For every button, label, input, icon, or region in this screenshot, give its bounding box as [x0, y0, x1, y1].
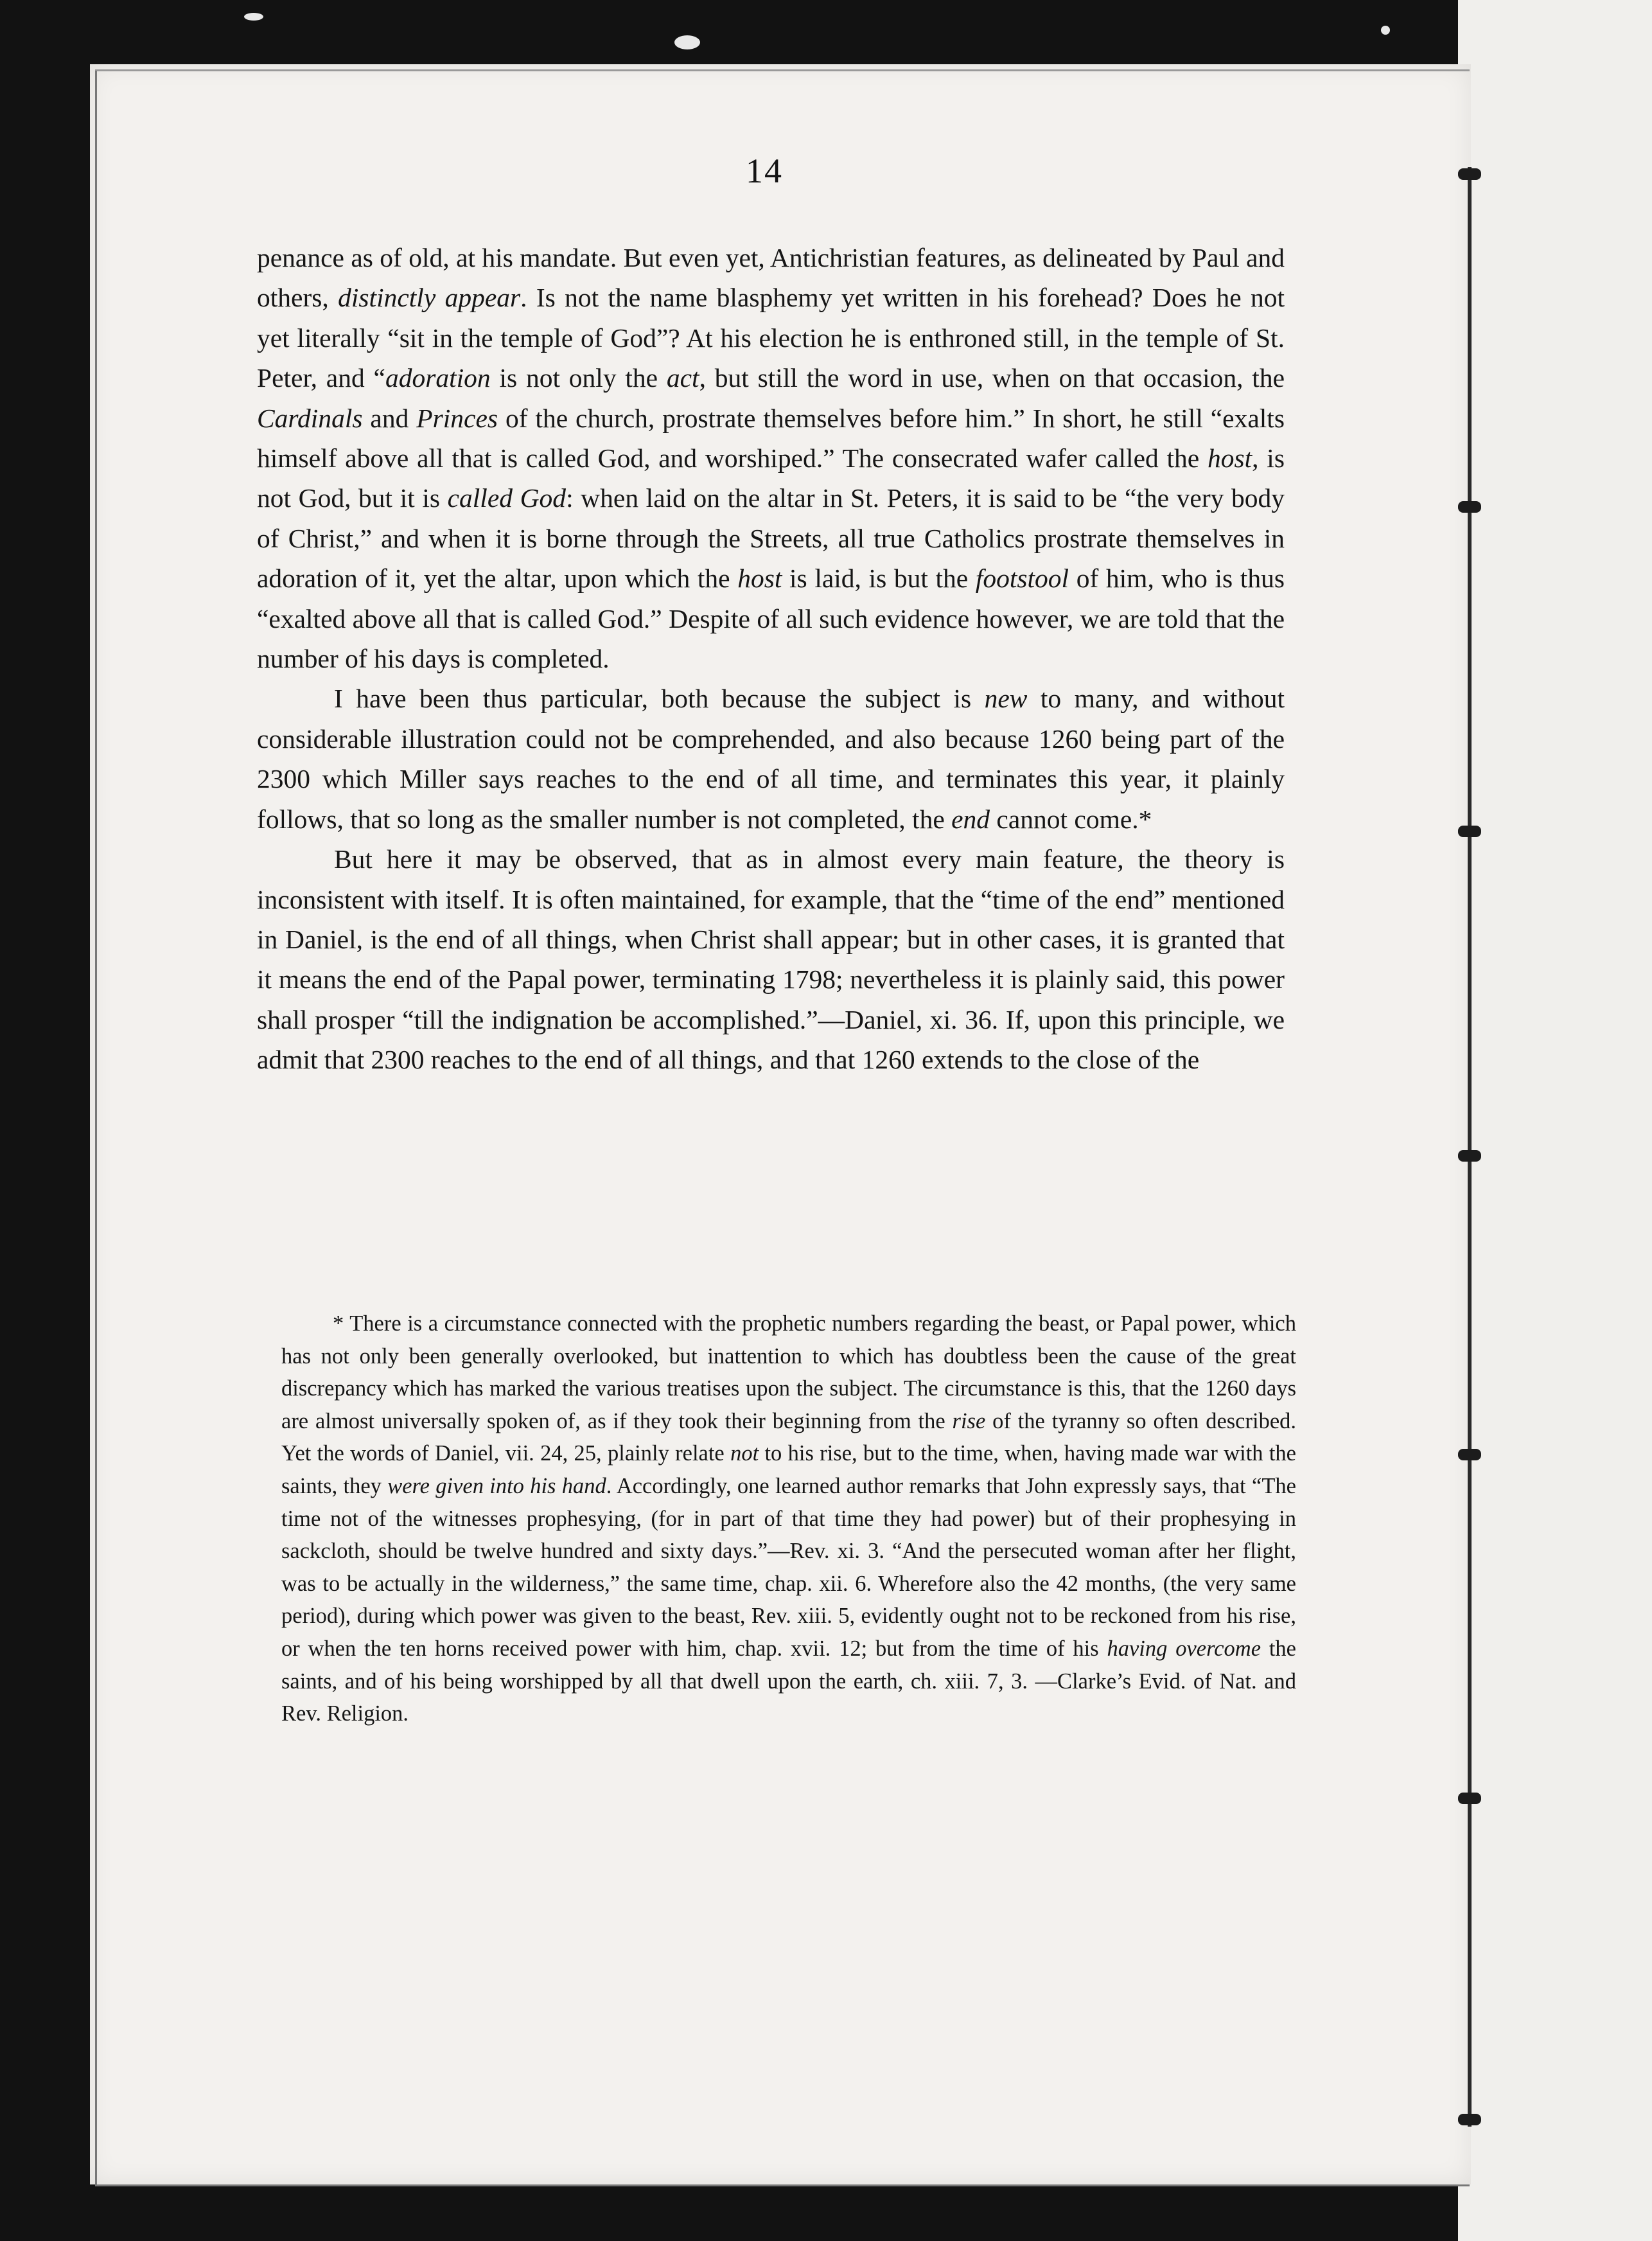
footnote — [281, 1307, 1296, 1730]
text-run: to his rise, but to the time, when, having made war with the saints, they — [281, 1441, 1296, 1498]
page-number: 14 — [746, 152, 783, 190]
italic-text: end — [951, 804, 990, 834]
italic-text: Cardinals — [257, 403, 363, 433]
text-run: . Accordingly, one learned author remarks that John expressly says, that “The time not of the witnesses prophesying, (for in part of that time they had power) but of their prophesying in sackcloth, should be twelve hundred and sixty days.”—Rev. xi. 3. “And the persecuted woman after her flight, was to be actually in the wilderness,” the same time, chap. xii. 6. Wherefore also the 42 months, (the very same period), during which power was given to the beast, Rev. xiii. 5, evidently ought not to be reckoned from his rise, or when the ten horns received power with him, chap. xvii. 12; but from the time of his — [281, 1473, 1296, 1661]
text-run: : when laid on the altar in St. Peters, it is said to be “the very body of Christ,” and when it is borne through the Streets, all true Catholics prostrate themselves in adoration of it, yet the altar, upon which the — [257, 483, 1285, 594]
text-run: of the church, prostrate themselves before him.” In short, he still “exalts himself above all that is called God, and worshiped.” The consecrated wafer called the — [257, 403, 1285, 474]
page-top-edge — [95, 69, 1470, 71]
scan-speck — [244, 13, 263, 21]
italic-text: distinctly appear — [338, 283, 521, 313]
text-run: and — [362, 403, 417, 433]
italic-text: rise — [952, 1408, 986, 1433]
paragraph — [257, 238, 1285, 678]
paragraph — [257, 839, 1285, 1079]
text-run: cannot come.* — [990, 804, 1152, 834]
italic-text: called God — [447, 483, 567, 513]
binding-stitch — [1458, 826, 1481, 837]
italic-text: new — [984, 684, 1028, 714]
italic-text: were given into his hand — [387, 1473, 606, 1498]
adjacent-page-edge — [1458, 0, 1652, 2241]
binding-stitch — [1458, 501, 1481, 513]
text-run: * There is a circumstance connected with the prophetic numbers regarding the beast, or Papal power, which has not only been generally overlooked, but inattention to which has doubtless been the cause of the great discrepancy which has marked the various treatises upon the subject. The circumstance is this, that the 1260 days are almost universally spoken of, as if they took their beginning from the — [281, 1311, 1296, 1433]
scan-speck — [1381, 26, 1390, 35]
text-run: of the tyranny so often described. Yet the words of Daniel, vii. 24, 25, plainly relate — [281, 1408, 1297, 1466]
text-run: of him, who is thus “exalted above all that is called God.” Despite of all such evidence however, we are told that the number of his days is completed. — [257, 563, 1285, 674]
italic-text: act — [666, 363, 699, 393]
italic-text: Princes — [416, 403, 498, 433]
italic-text: not — [730, 1441, 759, 1466]
text-run: is laid, is but the — [782, 563, 976, 594]
text-run: , but still the word in use, when on that occasion, the — [699, 363, 1285, 393]
page-bottom-edge — [95, 2184, 1470, 2186]
binding-stitch — [1458, 1150, 1481, 1162]
text-run: is not only the — [490, 363, 667, 393]
binding-stitch — [1458, 1793, 1481, 1804]
text-run: But here it may be observed, that as in almost every main feature, the theory is inconsistent with itself. It is often maintained, for example, that the “time of the end” mentioned in Daniel, is the end of all things, when Christ shall appear; but in other cases, it is granted that it means the end of the Papal power, terminating 1798; nevertheless it is plainly said, this power shall prosper “till the indignation be accomplished.”—Daniel, xi. 36. If, upon this principle, we admit that 2300 reaches to the end of all things, and that 1260 extends to the close of the — [257, 844, 1285, 1075]
italic-text: host — [1207, 443, 1252, 474]
main-text — [257, 238, 1285, 1080]
italic-text: footstool — [975, 563, 1069, 594]
text-run: , is not God, but it is — [257, 443, 1285, 513]
text-run: penance as of old, at his mandate. But even yet, Antichristian features, as delineated by Paul and others, — [257, 243, 1285, 313]
text-run: to many, and without considerable illustration could not be comprehended, and also because 1260 being part of the 2300 which Miller says reaches to the end of all time, and terminates this year, it plainly follows, that so long as the smaller number is not completed, the — [257, 684, 1285, 834]
text-run: . Is not the name blasphemy yet written in his forehead? Does he not yet literally “sit in the temple of God”? At his election he is enthroned still, in the temple of St. Peter, and “ — [257, 283, 1285, 393]
footnote-text — [281, 1307, 1296, 1730]
italic-text: adoration — [385, 363, 491, 393]
binding-spine — [1468, 167, 1472, 2127]
binding-stitch — [1458, 2114, 1481, 2125]
scan-speck — [674, 35, 700, 49]
italic-text: having overcome — [1107, 1636, 1261, 1661]
text-run: the saints, and of his being worshipped by all that dwell upon the earth, ch. xiii. 7, 3. —Clarke’s Evid. of Nat. and Rev. Religion. — [281, 1636, 1296, 1726]
binding-stitch — [1458, 168, 1481, 180]
paragraph — [257, 678, 1285, 839]
text-run: I have been thus particular, both because the subject is — [334, 684, 985, 714]
italic-text: host — [737, 563, 782, 594]
page-left-edge — [95, 71, 97, 2184]
binding-stitch — [1458, 1449, 1481, 1460]
